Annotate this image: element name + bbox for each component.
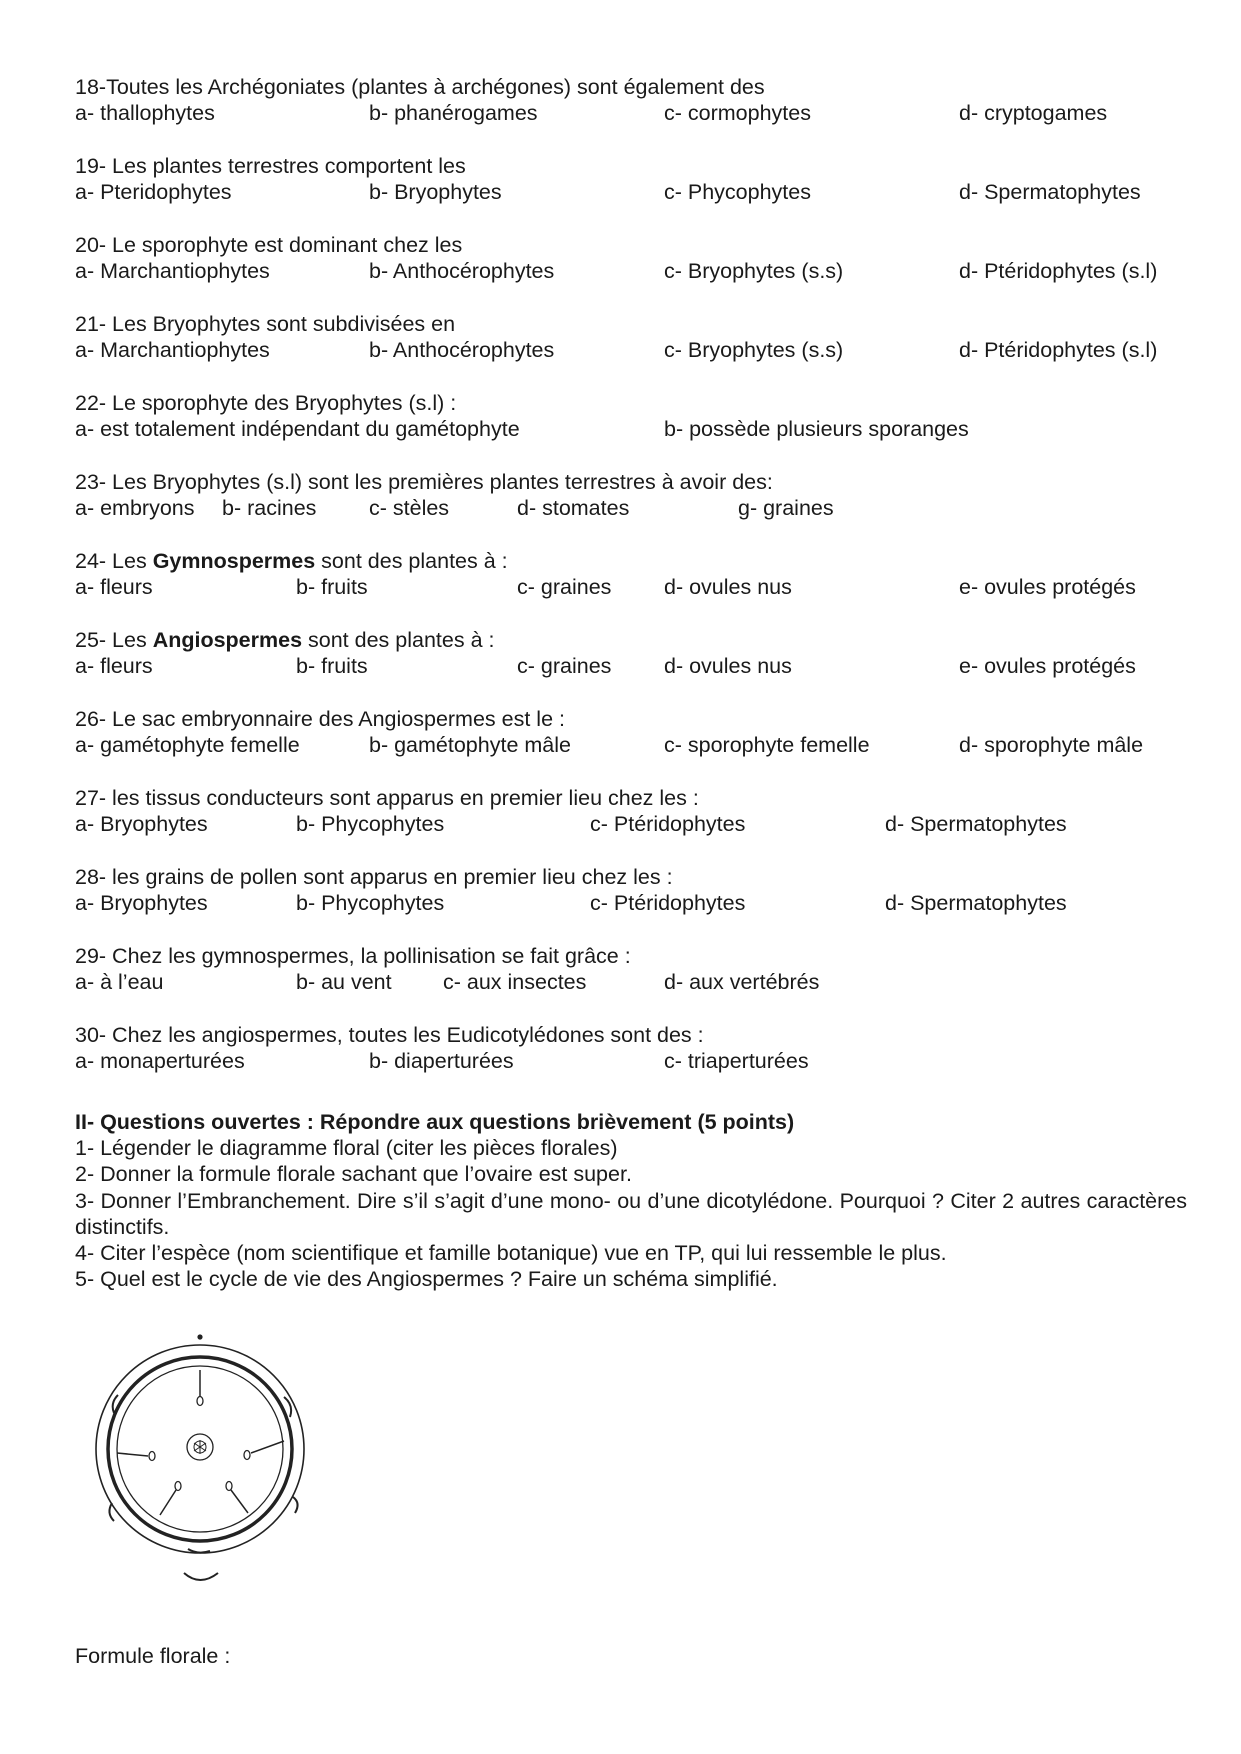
open-question-3: 3- Donner l’Embranchement. Dire s’il s’agit d’une mono- ou d’une dicotylédone. Pourquoi ? Citer 2 autres caractères distinctifs. <box>75 1188 1187 1239</box>
open-question-5: 5- Quel est le cycle de vie des Angiospermes ? Faire un schéma simplifié. <box>75 1267 778 1292</box>
option-row <box>75 969 1185 996</box>
anther <box>226 1482 232 1491</box>
open-question-2: 2- Donner la formule florale sachant que l’ovaire est super. <box>75 1162 632 1187</box>
question-29 <box>75 943 1185 996</box>
option-c: c- aux insectes <box>443 970 587 994</box>
option-g: g- graines <box>738 496 834 520</box>
option-b: b- Phycophytes <box>296 812 445 836</box>
option-a: a- gamétophyte femelle <box>75 733 300 757</box>
option-b: b- possède plusieurs sporanges <box>664 417 969 441</box>
option-a: a- Marchantiophytes <box>75 259 270 283</box>
stamen-filament <box>231 1490 248 1513</box>
question-24 <box>75 548 1185 601</box>
option-row <box>75 653 1185 680</box>
option-b: b- diaperturées <box>369 1049 514 1073</box>
option-d: d- Ptéridophytes (s.l) <box>959 259 1158 283</box>
option-a: a- embryons <box>75 496 195 520</box>
question-20 <box>75 232 1185 285</box>
question-23 <box>75 469 1185 522</box>
option-e: e- ovules protégés <box>959 654 1136 678</box>
option-b: b- Bryophytes <box>369 180 502 204</box>
option-d: d- ovules nus <box>664 654 792 678</box>
option-c: c- sporophyte femelle <box>664 733 870 757</box>
option-row <box>75 416 1185 443</box>
question-28 <box>75 864 1185 917</box>
question-stem: 26- Le sac embryonnaire des Angiospermes est le : <box>75 707 565 731</box>
option-row <box>75 574 1185 601</box>
stamen-filament <box>251 1441 284 1453</box>
anther <box>175 1482 181 1491</box>
option-row <box>75 179 1185 206</box>
option-row <box>75 258 1185 285</box>
option-c: c- cormophytes <box>664 101 811 125</box>
question-stem: 22- Le sporophyte des Bryophytes (s.l) : <box>75 391 457 415</box>
anther <box>244 1451 250 1460</box>
option-a: a- à l’eau <box>75 970 164 994</box>
option-b: b- racines <box>222 496 317 520</box>
anther <box>149 1452 155 1461</box>
option-b: b- phanérogames <box>369 101 538 125</box>
option-d: d- aux vertébrés <box>664 970 820 994</box>
question-25 <box>75 627 1185 680</box>
option-d: d- cryptogames <box>959 101 1108 125</box>
option-a: a- Bryophytes <box>75 812 208 836</box>
question-stem: 20- Le sporophyte est dominant chez les <box>75 233 463 257</box>
option-row <box>75 495 1185 522</box>
option-row <box>75 890 1185 917</box>
question-stem: 24- Les Gymnospermes sont des plantes à : <box>75 549 508 573</box>
option-b: b- Anthocérophytes <box>369 259 555 283</box>
question-stem: 28- les grains de pollen sont apparus en premier lieu chez les : <box>75 865 673 889</box>
option-a: a- thallophytes <box>75 101 215 125</box>
open-questions-section <box>75 1109 1187 1292</box>
question-stem: 27- les tissus conducteurs sont apparus en premier lieu chez les : <box>75 786 699 810</box>
stamen-filament <box>117 1453 148 1456</box>
floral-diagram <box>88 1325 328 1595</box>
option-b: b- fruits <box>296 575 368 599</box>
option-d: d- Ptéridophytes (s.l) <box>959 338 1158 362</box>
option-c: c- graines <box>517 654 612 678</box>
floral-axis-dot <box>197 1334 202 1339</box>
option-c: c- Phycophytes <box>664 180 811 204</box>
option-b: b- fruits <box>296 654 368 678</box>
question-30 <box>75 1022 1185 1075</box>
option-row <box>75 811 1185 838</box>
option-a: a- Bryophytes <box>75 891 208 915</box>
open-question-1: 1- Légender le diagramme floral (citer les pièces florales) <box>75 1136 618 1161</box>
question-stem: 23- Les Bryophytes (s.l) sont les premières plantes terrestres à avoir des: <box>75 470 773 494</box>
option-row <box>75 100 1185 127</box>
question-stem: 18-Toutes les Archégoniates (plantes à archégones) sont également des <box>75 75 765 99</box>
option-row <box>75 1048 1185 1075</box>
option-d: d- Spermatophytes <box>959 180 1141 204</box>
option-d: d- stomates <box>517 496 630 520</box>
option-a: a- fleurs <box>75 654 153 678</box>
option-b: b- au vent <box>296 970 392 994</box>
formule-florale-label: Formule florale : <box>75 1644 231 1668</box>
option-d: d- Spermatophytes <box>885 812 1067 836</box>
option-d: d- ovules nus <box>664 575 792 599</box>
term-gymnospermes: Gymnospermes <box>152 549 316 573</box>
question-stem: 21- Les Bryophytes sont subdivisées en <box>75 312 456 336</box>
question-21 <box>75 311 1185 364</box>
option-a: a- est totalement indépendant du gamétophyte <box>75 417 520 441</box>
option-c: c- Bryophytes (s.s) <box>664 259 844 283</box>
option-e: e- ovules protégés <box>959 575 1136 599</box>
question-stem: 19- Les plantes terrestres comportent les <box>75 154 466 178</box>
option-b: b- gamétophyte mâle <box>369 733 571 757</box>
option-c: c- Ptéridophytes <box>590 891 746 915</box>
anther <box>197 1397 203 1406</box>
question-stem: 30- Chez les angiospermes, toutes les Eudicotylédones sont des : <box>75 1023 704 1047</box>
option-d: d- Spermatophytes <box>885 891 1067 915</box>
option-a: a- monaperturées <box>75 1049 245 1073</box>
option-row <box>75 732 1185 759</box>
term-angiospermes: Angiospermes <box>152 628 303 652</box>
option-c: c- Ptéridophytes <box>590 812 746 836</box>
option-c: c- graines <box>517 575 612 599</box>
option-b: b- Anthocérophytes <box>369 338 555 362</box>
sepal-mark <box>293 1497 298 1513</box>
option-a: a- fleurs <box>75 575 153 599</box>
bract <box>184 1573 218 1580</box>
question-19 <box>75 153 1185 206</box>
section-heading: II- Questions ouvertes : Répondre aux questions brièvement (5 points) <box>75 1110 795 1134</box>
option-a: a- Pteridophytes <box>75 180 232 204</box>
option-b: b- Phycophytes <box>296 891 445 915</box>
option-a: a- Marchantiophytes <box>75 338 270 362</box>
question-stem: 29- Chez les gymnospermes, la pollinisation se fait grâce : <box>75 944 631 968</box>
option-d: d- sporophyte mâle <box>959 733 1144 757</box>
option-c: c- triaperturées <box>664 1049 809 1073</box>
open-question-4: 4- Citer l’espèce (nom scientifique et famille botanique) vue en TP, qui lui ressemble le plus. <box>75 1241 947 1266</box>
question-18 <box>75 74 1185 127</box>
question-stem: 25- Les Angiospermes sont des plantes à : <box>75 628 495 652</box>
option-c: c- Bryophytes (s.s) <box>664 338 844 362</box>
question-22 <box>75 390 1185 443</box>
question-27 <box>75 785 1185 838</box>
option-c: c- stèles <box>369 496 450 520</box>
stamen-filament <box>160 1490 176 1515</box>
question-26 <box>75 706 1185 759</box>
option-row <box>75 337 1185 364</box>
